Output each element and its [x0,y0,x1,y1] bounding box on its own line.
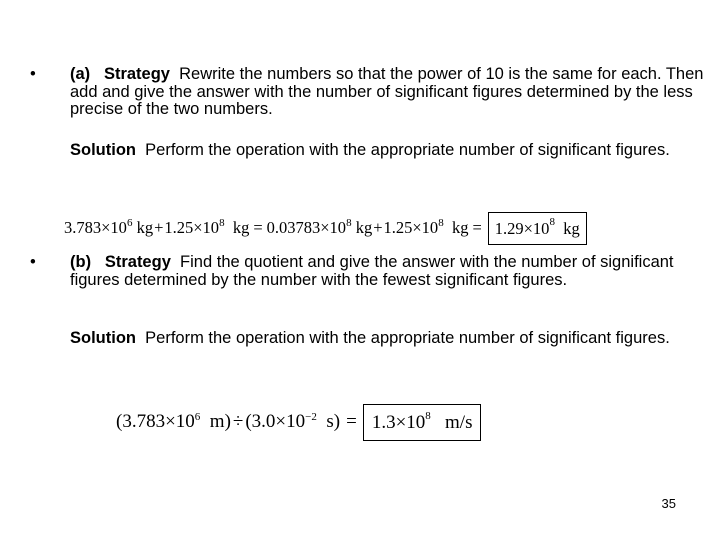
eq-b-equals: = [346,411,357,432]
eq-a-term3: $0.03783\times 10^8$ kg [266,217,373,237]
eq-a-equals: = [253,218,263,237]
eq-a-term1: $3.783\times 10^6$ kg [64,217,154,237]
bullet-dot: • [30,65,36,83]
eq-a-equals-2: = [472,218,482,237]
strategy-a-paragraph [70,66,710,119]
eq-a-term2: $1.25\times 10^8$ kg [164,217,250,237]
strategy-b-paragraph [70,254,680,289]
bullet-b [30,254,710,314]
bullet-a [30,66,710,126]
bullet-dot: • [30,253,36,271]
eq-b-answer-box: 1.3×10 $^8$ m/s [363,404,482,441]
solution-a-text: Perform the operation with the appropriate number of significant figures. [145,141,670,159]
part-a-label: (a) [70,65,91,83]
strategy-a-text: Rewrite the numbers so that the power of 10 is the same for each. Then add and give the answer with the number of significant figures determined by the less precise of the two numbers. [70,65,704,118]
strategy-b-heading: Strategy [104,253,171,271]
solution-b-text: Perform the operation with the appropriate number of significant figures. [145,329,670,347]
page-number: 35 [661,496,676,511]
solution-a-paragraph [70,142,670,160]
equation-b [116,402,481,442]
solution-b-paragraph [70,330,670,348]
solution-b-heading: Solution [70,329,136,347]
eq-b-term1: ($3.783\times 10^6$ m) [116,411,231,432]
strategy-b-text: Find the quotient and give the answer with the number of significant figures determined by the number with the fewest significant figures. [70,253,674,289]
eq-b-divide: ÷ [232,411,244,432]
eq-a-plus-2: + [373,218,383,237]
eq-a-term4: $1.25\times 10^8$ kg [383,217,469,237]
solution-a-heading: Solution [70,141,136,159]
equation-a [64,210,587,246]
eq-a-plus: + [154,218,164,237]
eq-a-answer-box: 1.29×10 $^8$ kg [488,212,587,245]
strategy-a-heading: Strategy [103,65,170,83]
part-b-label: (b) [70,253,92,271]
eq-b-term2: ($3.0\times 10^{-2}$ s) [245,411,341,432]
